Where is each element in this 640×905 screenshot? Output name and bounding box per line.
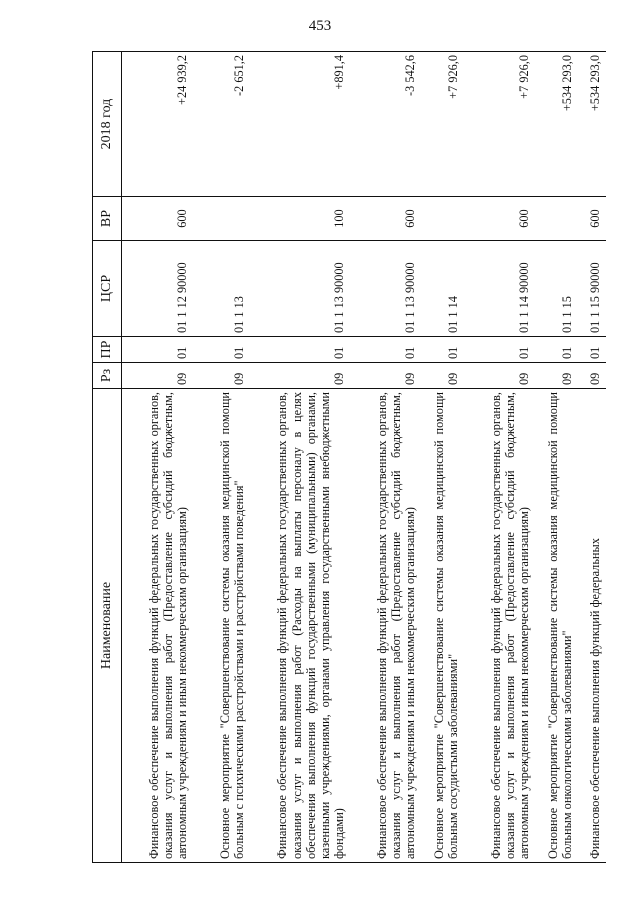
header-vr: ВР [93, 197, 122, 241]
row-rz: 09 [464, 363, 535, 389]
row-csr: 01 1 15 90000 [578, 241, 606, 337]
header-pr: ПР [93, 337, 122, 363]
row-pr: 01 [122, 337, 193, 363]
page-number: 453 [308, 18, 332, 34]
row-pr: 01 [464, 337, 535, 363]
row-rz: 09 [421, 363, 464, 389]
budget-table [92, 51, 606, 863]
table-row [122, 52, 193, 863]
row-name: Финансовое обеспечение выполнения функций федеральных государственных органов, оказания услуг и выполнения работ (Предоставление субсидий бюджетным, автономным учреждениям и иным некоммерческим организациям) [464, 389, 535, 863]
row-vr: 600 [122, 197, 193, 241]
row-pr: 01 [421, 337, 464, 363]
header-rz: Рз [93, 363, 122, 389]
table-row [535, 52, 578, 863]
row-vr [193, 197, 250, 241]
row-amount: +534 293,0 [578, 52, 606, 197]
row-amount: -2 651,2 [193, 52, 250, 197]
row-amount: -3 542,6 [350, 52, 421, 197]
row-csr: 01 1 13 [193, 241, 250, 337]
table-header-row [93, 52, 122, 863]
row-name: Основное мероприятие "Совершенствование системы оказания медицинской помощи больным сосудистыми заболеваниями" [421, 389, 464, 863]
row-vr [421, 197, 464, 241]
row-pr: 01 [578, 337, 606, 363]
row-csr: 01 1 14 [421, 241, 464, 337]
row-name: Основное мероприятие "Совершенствование системы оказания медицинской помощи больным с психическими расстройствами и расстройствами поведения" [193, 389, 250, 863]
row-vr: 600 [350, 197, 421, 241]
header-name: Наименование [93, 389, 122, 863]
row-csr: 01 1 14 90000 [464, 241, 535, 337]
row-rz: 09 [250, 363, 350, 389]
row-vr: 600 [464, 197, 535, 241]
row-name: Финансовое обеспечение выполнения функций федеральных государственных органов, оказания услуг и выполнения работ (Расходы на выплаты персоналу в целях обеспечения выполнения функций государственными (муниципальными) органами, казенными учреждениями, органами управления государственными внебюджетными фондами) [250, 389, 350, 863]
row-pr: 01 [535, 337, 578, 363]
row-csr: 01 1 15 [535, 241, 578, 337]
row-amount: +7 926,0 [464, 52, 535, 197]
row-rz: 09 [578, 363, 606, 389]
row-name: Финансовое обеспечение выполнения функций федеральных [578, 389, 606, 863]
table-row [421, 52, 464, 863]
row-rz: 09 [193, 363, 250, 389]
row-pr: 01 [350, 337, 421, 363]
row-vr: 100 [250, 197, 350, 241]
header-csr: ЦСР [93, 241, 122, 337]
row-csr: 01 1 13 90000 [250, 241, 350, 337]
table-row [250, 52, 350, 863]
row-amount: +534 293,0 [535, 52, 578, 197]
row-amount: +7 926,0 [421, 52, 464, 197]
row-name: Основное мероприятие "Совершенствование системы оказания медицинской помощи больным онкологическими заболеваниями" [535, 389, 578, 863]
table-row [464, 52, 535, 863]
row-csr: 01 1 13 90000 [350, 241, 421, 337]
row-name: Финансовое обеспечение выполнения функций федеральных государственных органов, оказания услуг и выполнения работ (Предоставление субсидий бюджетным, автономным учреждениям и иным некоммерческим организациям) [350, 389, 421, 863]
row-name: Финансовое обеспечение выполнения функций федеральных государственных органов, оказания услуг и выполнения работ (Предоставление субсидий бюджетным, автономным учреждениям и иным некоммерческим организациям) [122, 389, 193, 863]
table-row [350, 52, 421, 863]
table-row [578, 52, 606, 863]
row-pr: 01 [193, 337, 250, 363]
row-rz: 09 [350, 363, 421, 389]
row-amount: +891,4 [250, 52, 350, 197]
row-vr [535, 197, 578, 241]
budget-table-rotated [92, 52, 603, 863]
row-rz: 09 [122, 363, 193, 389]
table-row [193, 52, 250, 863]
row-vr: 600 [578, 197, 606, 241]
row-pr: 01 [250, 337, 350, 363]
header-year: 2018 год [93, 52, 122, 197]
row-csr: 01 1 12 90000 [122, 241, 193, 337]
row-amount: +24 939,2 [122, 52, 193, 197]
row-rz: 09 [535, 363, 578, 389]
